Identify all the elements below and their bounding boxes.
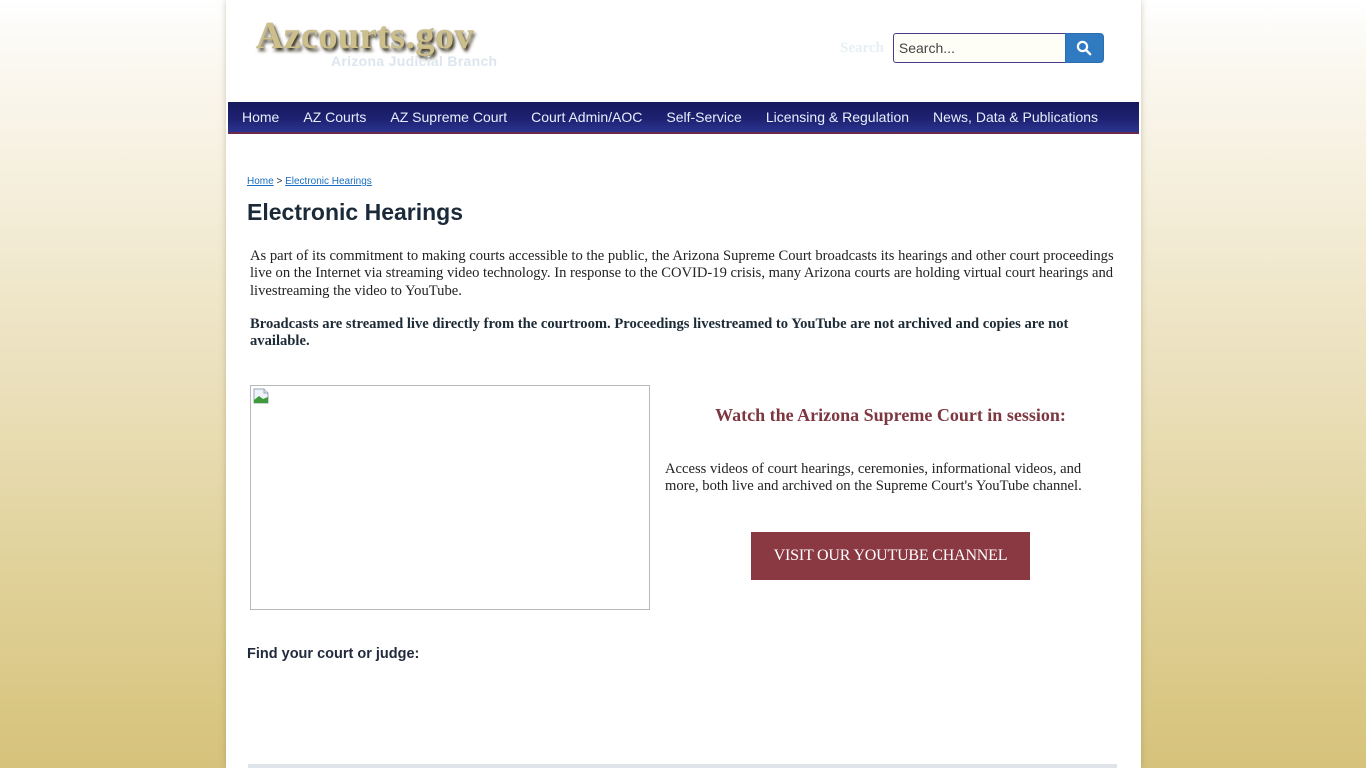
search-icon (1076, 40, 1092, 56)
intro-paragraph: As part of its commitment to making courts accessible to the public, the Arizona Supreme Court broadcasts its hearings and other court proceedings live on the Internet via streaming video technology. In response to the COVID-19 crisis, many Arizona courts are holding virtual court hearings and livestreaming the video to YouTube. (250, 248, 1114, 299)
search-input[interactable] (893, 33, 1065, 63)
search-label: Search (840, 39, 884, 56)
visit-youtube-channel-button[interactable]: VISIT OUR YOUTUBE CHANNEL (751, 532, 1030, 580)
nav-item-az-courts[interactable]: AZ Courts (303, 109, 367, 125)
find-court-heading: Find your court or judge: (247, 646, 420, 662)
nav-item-self-service[interactable]: Self-Service (666, 109, 742, 125)
page-title: Electronic Hearings (247, 199, 464, 225)
site-logo[interactable] (256, 14, 526, 74)
nav-item-licensing[interactable]: Licensing & Regulation (765, 109, 910, 125)
archive-notice: Broadcasts are streamed live directly from the courtroom. Proceedings livestreamed to YouTube are not archived and copies are not available. (250, 316, 1069, 350)
main-nav (228, 102, 1139, 134)
breadcrumb-separator: > (276, 176, 283, 187)
section-divider (248, 764, 1117, 768)
search-form (840, 33, 1104, 63)
page-container (226, 0, 1141, 768)
breadcrumb-home[interactable]: Home (247, 176, 274, 187)
logo-title: Azcourts.gov (256, 15, 475, 57)
nav-item-court-admin[interactable]: Court Admin/AOC (531, 109, 643, 125)
logo-subtitle: Arizona Judicial Branch (331, 53, 498, 69)
breadcrumb (247, 176, 372, 187)
nav-item-news-data[interactable]: News, Data & Publications (933, 109, 1099, 125)
watch-description: Access videos of court hearings, ceremonies, informational videos, and more, both live and archived on the Supreme Court's YouTube channel. (665, 461, 1082, 495)
nav-item-home[interactable]: Home (242, 109, 280, 125)
breadcrumb-electronic-hearings[interactable]: Electronic Hearings (285, 176, 372, 187)
watch-heading: Watch the Arizona Supreme Court in session: (715, 405, 1066, 425)
search-button[interactable] (1065, 33, 1104, 63)
video-embed[interactable] (250, 385, 650, 610)
broken-image-icon (253, 388, 269, 404)
nav-item-az-supreme-court[interactable]: AZ Supreme Court (390, 109, 508, 125)
